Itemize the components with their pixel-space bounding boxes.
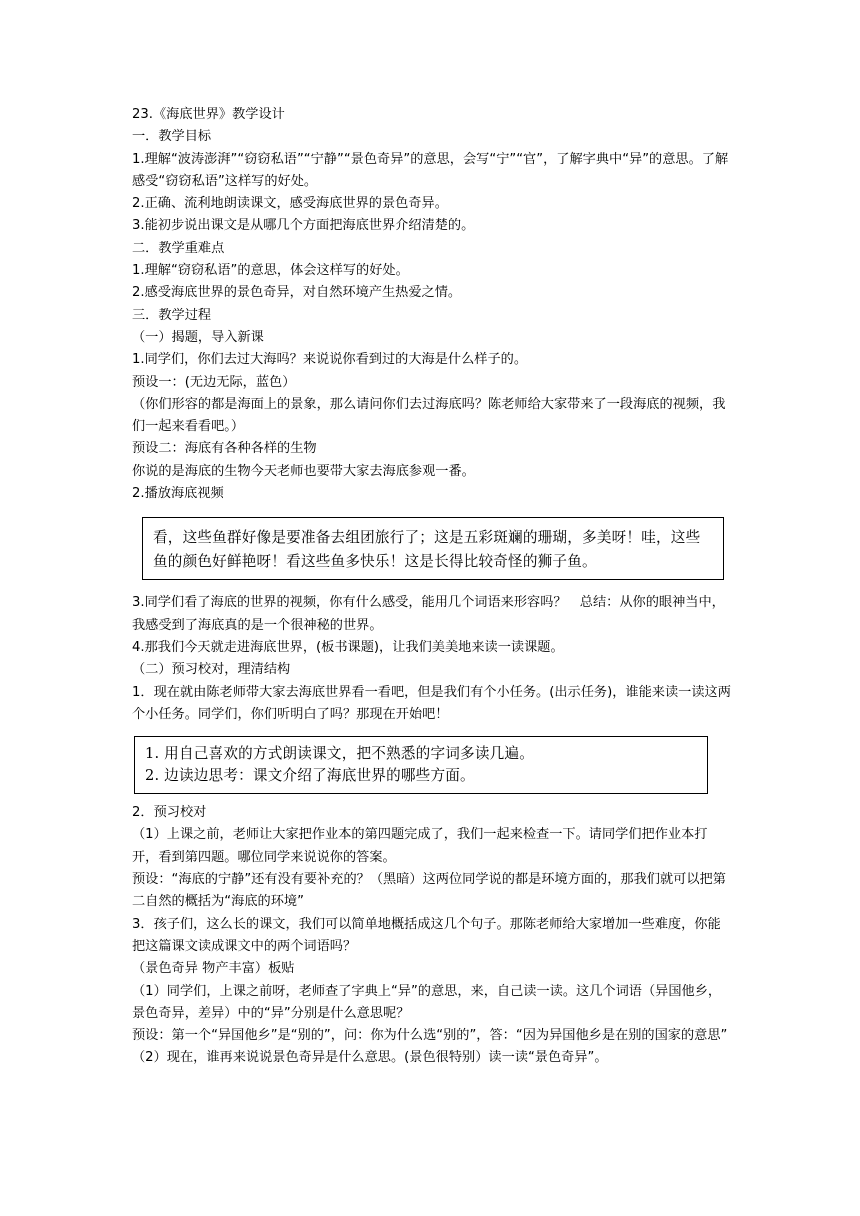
process-line: 预设：“海底的宁静”还有没有要补充的？（黑暗）这两位同学说的都是环境方面的，那我们就可以把第二自然的概括为“海底的环境” — [132, 872, 726, 910]
task-item: 1. 用自己喜欢的方式朗读课文，把不熟悉的字词多读几遍。 — [145, 745, 535, 763]
document-body — [132, 104, 732, 1070]
process-line: 2.播放海底视频 — [132, 486, 224, 502]
process-line: （2）现在，谁再来说说景色奇异是什么意思。(景色很特别）读一读“景色奇异”。 — [132, 1050, 608, 1066]
process-line: 预设二：海底有各种各样的生物 — [132, 441, 317, 457]
section-heading-key-points: 二．教学重难点 — [132, 240, 225, 256]
process-line: 预设一：(无边无际，蓝色） — [132, 374, 296, 390]
process-line: （1）上课之前，老师让大家把作业本的第四题完成了，我们一起来检查一下。请同学们把作业本打开，看到第四题。哪位同学来说说你的答案。 — [132, 827, 708, 865]
process-line: （你们形容的都是海面上的景象，那么请问你们去过海底吗？陈老师给大家带来了一段海底的视频，我们一起来看看吧。） — [132, 396, 726, 435]
objective-item: 1.理解“波涛澎湃”“窃窃私语”“宁静”“景色奇异”的意思，会写“宁”“官”，了解字典中“异”的意思。了解感受“窃窃私语”这样写的好处。 — [132, 151, 729, 189]
key-point-item: 1.理解“窃窃私语”的意思，体会这样写的好处。 — [132, 263, 409, 279]
section-heading-objectives: 一．教学目标 — [132, 129, 212, 145]
process-line: 预设：第一个“异国他乡”是“别的”，问：你为什么选“别的”，答：“因为异国他乡是在别的国家的意思” — [132, 1028, 728, 1044]
task-box — [134, 736, 708, 794]
key-point-item: 2.感受海底世界的景色奇异，对自然环境产生热爱之情。 — [132, 285, 462, 301]
process-line: （1）同学们，上课之前呀，老师查了字典上“异”的意思，来，自己读一读。这几个词语（异国他乡，景色奇异，差异）中的“异”分别是什么意思呢？ — [132, 983, 722, 1021]
process-line: 4.那我们今天就走进海底世界，(板书课题)，让我们美美地来读一读课题。 — [132, 639, 564, 655]
section-heading-process: 三．教学过程 — [132, 307, 212, 323]
subsection-heading: （二）预习校对，理清结构 — [132, 662, 291, 678]
process-line: 1.同学们，你们去过大海吗？来说说你看到过的大海是什么样子的。 — [132, 352, 528, 368]
process-line: 3．孩子们，这么长的课文，我们可以简单地概括成这几个句子。那陈老师给大家增加一些难度，你能把这篇课文读成课文中的两个词语吗？ — [132, 916, 721, 954]
subsection-heading: （一）揭题，导入新课 — [132, 329, 264, 345]
video-narration-box — [142, 517, 724, 580]
process-line: 你说的是海底的生物今天老师也要带大家去海底参观一番。 — [132, 463, 475, 479]
process-line: （景色奇异 物产丰富）板贴 — [132, 961, 295, 977]
task-item: 2. 边读边思考：课文介绍了海底世界的哪些方面。 — [145, 767, 475, 785]
process-line: 2．预习校对 — [132, 805, 207, 821]
objective-item: 3.能初步说出课文是从哪几个方面把海底世界介绍清楚的。 — [132, 218, 475, 234]
process-line: 1．现在就由陈老师带大家去海底世界看一看吧，但是我们有个小任务。(出示任务)，谁能来读一读这两个小任务。同学们，你们听明白了吗？那现在开始吧！ — [132, 684, 731, 722]
objective-item: 2.正确、流利地朗读课文，感受海底世界的景色奇异。 — [132, 196, 448, 212]
video-narration-text: 看，这些鱼群好像是要准备去组团旅行了；这是五彩斑斓的珊瑚，多美呀！哇，这些鱼的颜色好鲜艳呀！看这些鱼多快乐！这是长得比较奇怪的狮子鱼。 — [153, 529, 701, 570]
document-title: 23.《海底世界》教学设计 — [132, 107, 285, 122]
process-line: 3.同学们看了海底的世界的视频，你有什么感受，能用几个词语来形容吗？ 总结：从你的眼神当中，我感受到了海底真的是一个很神秘的世界。 — [132, 595, 725, 633]
